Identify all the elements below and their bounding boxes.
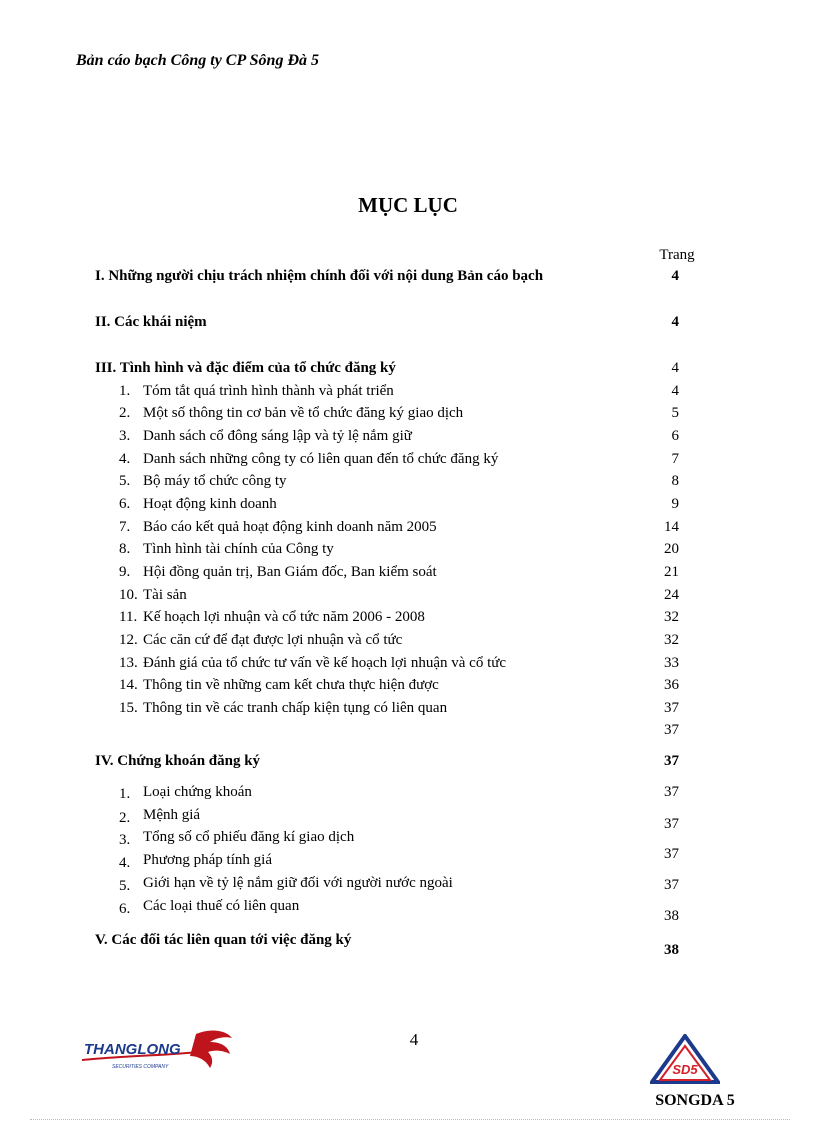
toc-section-title: V. Các đối tác liên quan tới việc đăng ký: [95, 932, 352, 948]
toc-item-page: 37: [664, 784, 679, 800]
toc-item-text: Các căn cứ để đạt được lợi nhuận và cổ tức: [143, 632, 403, 648]
toc-item-index: 3.: [119, 832, 131, 848]
toc-item[interactable]: [0, 609, 816, 631]
toc-item-page: 36: [664, 677, 679, 693]
toc-item-page: 9: [671, 496, 679, 512]
toc-item-index: 11.: [119, 609, 138, 625]
toc-item-page: 14: [664, 519, 679, 535]
toc-item[interactable]: [0, 587, 816, 609]
toc-section-1[interactable]: [0, 268, 816, 290]
toc-item[interactable]: [0, 786, 816, 808]
toc-item-text: Đánh giá của tổ chức tư vấn về kế hoạch lợi nhuận và cổ tức: [143, 655, 507, 671]
page-number: 4: [409, 1030, 419, 1049]
toc-item-page: 6: [671, 428, 679, 444]
toc-item[interactable]: [0, 700, 816, 722]
toc-item-text: Tổng số cổ phiếu đăng kí giao dịch: [143, 829, 355, 845]
toc-item[interactable]: [0, 632, 816, 654]
toc-item-index: 1.: [119, 383, 131, 399]
toc-page-column-label: Trang: [659, 247, 695, 263]
toc-item-page: 37: [664, 846, 679, 862]
toc-item-index: 4.: [119, 855, 131, 871]
songda-name: SONGDA 5: [655, 1092, 735, 1109]
toc-item-index: 3.: [119, 428, 131, 444]
toc-item-index: 6.: [119, 496, 131, 512]
toc-item-index: 8.: [119, 541, 131, 557]
toc-item[interactable]: [0, 405, 816, 427]
toc-item-page: 32: [664, 609, 679, 625]
toc-item[interactable]: [0, 541, 816, 563]
document-header-title: Bản cáo bạch Công ty CP Sông Đà 5: [76, 52, 319, 69]
toc-item-text: Danh sách những công ty có liên quan đến tổ chức đăng ký: [143, 451, 499, 467]
toc-item-index: 5.: [119, 878, 131, 894]
toc-section-page: 4: [671, 314, 679, 330]
toc-item[interactable]: [0, 383, 816, 405]
toc-item-page: 38: [664, 908, 679, 924]
toc-item-text: Danh sách cổ đông sáng lập và tỷ lệ nắm giữ: [143, 428, 412, 444]
toc-item[interactable]: [0, 451, 816, 473]
toc-item[interactable]: [0, 564, 816, 586]
toc-item[interactable]: [0, 898, 816, 923]
toc-item-index: 12.: [119, 632, 138, 648]
toc-item-page: 8: [671, 473, 679, 489]
toc-item[interactable]: [0, 519, 816, 541]
dragon-icon: [190, 1031, 232, 1068]
toc-item-index: 7.: [119, 519, 131, 535]
toc-item-text: Tóm tắt quá trình hình thành và phát triển: [143, 383, 394, 399]
toc-item-page: 32: [664, 632, 679, 648]
toc-item-text: Tài sản: [143, 587, 187, 603]
thanglong-logo: [78, 1026, 238, 1074]
toc-item-page: 37: [664, 877, 679, 893]
toc-item-page: 4: [671, 383, 679, 399]
toc-item-index: 15.: [119, 700, 138, 716]
toc-item-page: 37: [664, 700, 679, 716]
toc-item-text: Các loại thuế có liên quan: [143, 898, 300, 914]
bottom-divider: [30, 1119, 790, 1120]
toc-section-page: 38: [664, 942, 679, 958]
toc-section-5[interactable]: [0, 932, 816, 958]
toc-section-title: I. Những người chịu trách nhiệm chính đối với nội dung Bản cáo bạch: [95, 268, 544, 284]
toc-item[interactable]: [0, 496, 816, 518]
toc-extra-page-number: 37: [664, 722, 679, 738]
toc-item-page: 37: [664, 816, 679, 832]
toc-item-text: Hoạt động kinh doanh: [143, 496, 277, 512]
toc-item-index: 13.: [119, 655, 138, 671]
toc-item-index: 14.: [119, 677, 138, 693]
thanglong-logo-subtext: SECURITIES COMPANY: [112, 1064, 169, 1070]
toc-item-text: Kế hoạch lợi nhuận và cổ tức năm 2006 - 2008: [143, 609, 425, 625]
toc-section-page: 37: [664, 753, 679, 769]
toc-item-index: 4.: [119, 451, 131, 467]
toc-section-title: III. Tình hình và đặc điểm của tổ chức đăng ký: [95, 360, 396, 376]
toc-item-text: Giới hạn về tỷ lệ nắm giữ đối với người nước ngoài: [143, 875, 453, 891]
toc-item-index: 2.: [119, 405, 131, 421]
toc-item[interactable]: [0, 473, 816, 495]
toc-item-page: 33: [664, 655, 679, 671]
toc-item-page: 24: [664, 587, 679, 603]
toc-item-text: Thông tin về các tranh chấp kiện tụng có liên quan: [143, 700, 448, 716]
songda-logo: [650, 1034, 720, 1084]
toc-item-index: 6.: [119, 901, 131, 917]
toc-extra-page: [0, 722, 816, 744]
toc-item-text: Báo cáo kết quả hoạt động kinh doanh năm 2005: [143, 519, 437, 535]
toc-item-text: Thông tin về những cam kết chưa thực hiện được: [143, 677, 439, 693]
toc-item-index: 1.: [119, 786, 131, 802]
toc-item-text: Bộ máy tổ chức công ty: [143, 473, 287, 489]
toc-item-text: Loại chứng khoán: [143, 784, 252, 800]
toc-item-page: 20: [664, 541, 679, 557]
toc-section-page: 4: [671, 268, 679, 284]
toc-item-page: 7: [671, 451, 679, 467]
toc-item-index: 2.: [119, 810, 131, 826]
toc-item-text: Tình hình tài chính của Công ty: [143, 541, 334, 557]
toc-section-title: II. Các khái niệm: [95, 314, 207, 330]
toc-item-index: 5.: [119, 473, 131, 489]
songda-logo-mark: SD5: [672, 1062, 698, 1077]
toc-section-page: 4: [671, 360, 679, 376]
toc-item-text: Mệnh giá: [143, 807, 201, 823]
toc-item-text: Một số thông tin cơ bản về tổ chức đăng ký giao dịch: [143, 405, 464, 421]
toc-title: MỤC LỤC: [358, 193, 458, 217]
toc-item-text: Hội đồng quản trị, Ban Giám đốc, Ban kiểm soát: [143, 564, 437, 580]
toc-item-index: 9.: [119, 564, 131, 580]
toc-section-2[interactable]: [0, 314, 816, 336]
toc-item[interactable]: [0, 677, 816, 699]
toc-section-3[interactable]: [0, 360, 816, 382]
toc-item[interactable]: [0, 807, 816, 832]
toc-section-title: IV. Chứng khoán đăng ký: [95, 753, 261, 769]
toc-item[interactable]: [0, 655, 816, 677]
thanglong-logo-text: THANGLONG: [84, 1041, 181, 1058]
toc-item-page: 21: [664, 564, 679, 580]
toc-item[interactable]: [0, 428, 816, 450]
toc-item-index: 10.: [119, 587, 138, 603]
toc-item-text: Phương pháp tính giá: [143, 852, 272, 868]
toc-item-page: 5: [671, 405, 679, 421]
toc-section-4[interactable]: [0, 753, 816, 775]
